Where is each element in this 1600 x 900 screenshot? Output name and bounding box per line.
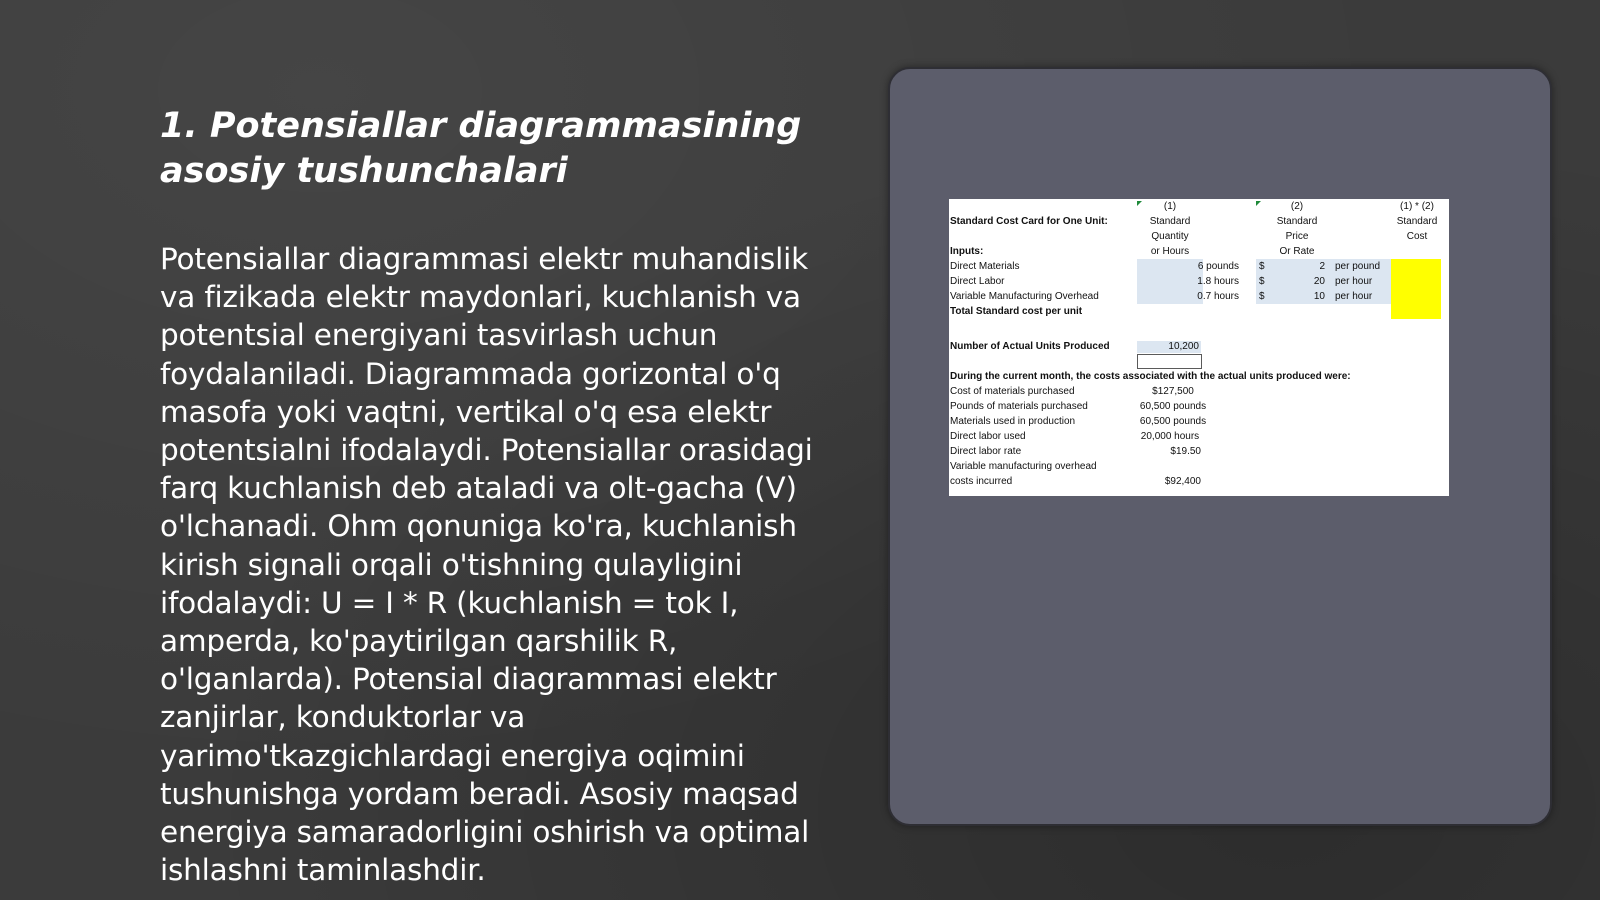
image-panel — [888, 67, 1552, 826]
actual-units-row — [949, 339, 1449, 354]
total-row — [949, 304, 1449, 319]
actual-units-label: Number of Actual Units Produced — [950, 341, 1110, 352]
input-row — [949, 259, 1449, 274]
cost-label: Cost of materials purchased — [950, 386, 1075, 397]
cost-value: 60,500 pounds — [1139, 401, 1207, 412]
col-header-cell: (2) — [1290, 201, 1304, 212]
cost-value: $19.50 — [1170, 446, 1201, 457]
cost-label: Variable manufacturing overhead — [950, 461, 1097, 472]
spreadsheet-image — [949, 199, 1449, 496]
text-column — [160, 104, 840, 889]
col-header-cell: Standard — [1149, 216, 1191, 227]
header-row — [949, 214, 1449, 229]
col-header-cell: Cost — [1406, 231, 1428, 242]
currency-symbol: $ — [1259, 261, 1265, 272]
input-qty: 1.8 hours — [1197, 276, 1239, 287]
month-heading: During the current month, the costs associated with the actual units produced were: — [950, 371, 1351, 382]
header-row — [949, 199, 1449, 214]
header-row — [949, 229, 1449, 244]
input-label: Variable Manufacturing Overhead — [950, 291, 1099, 302]
cost-row — [949, 399, 1449, 414]
cost-row — [949, 414, 1449, 429]
cost-value: $127,500 — [1152, 386, 1194, 397]
input-unit: per hour — [1335, 276, 1373, 287]
input-row — [949, 274, 1449, 289]
month-heading-row — [949, 369, 1449, 384]
col-header-cell: Standard — [1276, 216, 1318, 227]
col-header-cell: (1) — [1163, 201, 1177, 212]
cost-row — [949, 474, 1449, 489]
header-row — [949, 244, 1449, 259]
col-header-cell: Quantity — [1151, 231, 1189, 242]
total-label: Total Standard cost per unit — [950, 306, 1083, 317]
input-row — [949, 289, 1449, 304]
col-header-cell: (1) * (2) — [1400, 201, 1434, 212]
cost-label: Pounds of materials purchased — [950, 401, 1088, 412]
slide-body: Potensiallar diagrammasi elektr muhandislik va fizikada elektr maydonlari, kuchlanish va potentsial energiyani tasvirlash uchun foydalaniladi. Diagrammada gorizontal o'q masofa yoki vaqtni, vertikal o'q esa elektr potentsialni ifodalaydi. Potensiallar orasidagi farq kuchlanish deb ataladi va olt-gacha (V) o'lchanadi. Ohm qonuniga ko'ra, kuchlanish kirish signali orqali o'tishning qulayligini ifodalaydi: U = I * R (kuchlanish = tok I, amperda, ko'paytirilgan qarshilik R, o'lganlarda). Potensial diagrammasi elektr zanjirlar, konduktorlar va yarimo'tkazgichlardagi energiya oqimini tushunishga yordam beradi. Asosiy maqsad energiya samaradorligini oshirish va optimal ishlashni taminlashdir. — [160, 242, 813, 888]
inputs-label: Inputs: — [950, 246, 984, 257]
input-qty: 0.7 hours — [1197, 291, 1239, 302]
currency-symbol: $ — [1259, 276, 1265, 287]
input-unit: per hour — [1335, 291, 1373, 302]
cost-row — [949, 429, 1449, 444]
selected-cell[interactable] — [1137, 354, 1202, 369]
cost-label: Direct labor rate — [950, 446, 1022, 457]
input-rate: 10 — [1313, 291, 1325, 302]
input-unit: per pound — [1335, 261, 1381, 272]
col-header-cell: Standard — [1396, 216, 1438, 227]
col-header-cell: or Hours — [1150, 246, 1190, 257]
input-label: Direct Labor — [950, 276, 1005, 287]
col-header-cell: Price — [1285, 231, 1309, 242]
currency-symbol: $ — [1259, 291, 1265, 302]
input-qty: 6 pounds — [1197, 261, 1239, 272]
cost-label: Direct labor used — [950, 431, 1026, 442]
cost-row — [949, 459, 1449, 474]
input-label: Direct Materials — [950, 261, 1020, 272]
cost-value: 60,500 pounds — [1139, 416, 1207, 427]
cost-row — [949, 384, 1449, 399]
col-header-cell: Or Rate — [1279, 246, 1315, 257]
card-title: Standard Cost Card for One Unit: — [950, 216, 1108, 227]
slide-title: 1. Potensiallar diagrammasining asosiy tushunchalari — [160, 106, 802, 191]
cost-label: costs incurred — [950, 476, 1013, 487]
cost-value: 20,000 hours — [1140, 431, 1200, 442]
cost-label: Materials used in production — [950, 416, 1076, 427]
input-rate: 2 — [1319, 261, 1325, 272]
cost-value: $92,400 — [1164, 476, 1201, 487]
cost-row — [949, 444, 1449, 459]
input-rate: 20 — [1313, 276, 1325, 287]
actual-units-value: 10,200 — [1168, 341, 1199, 352]
